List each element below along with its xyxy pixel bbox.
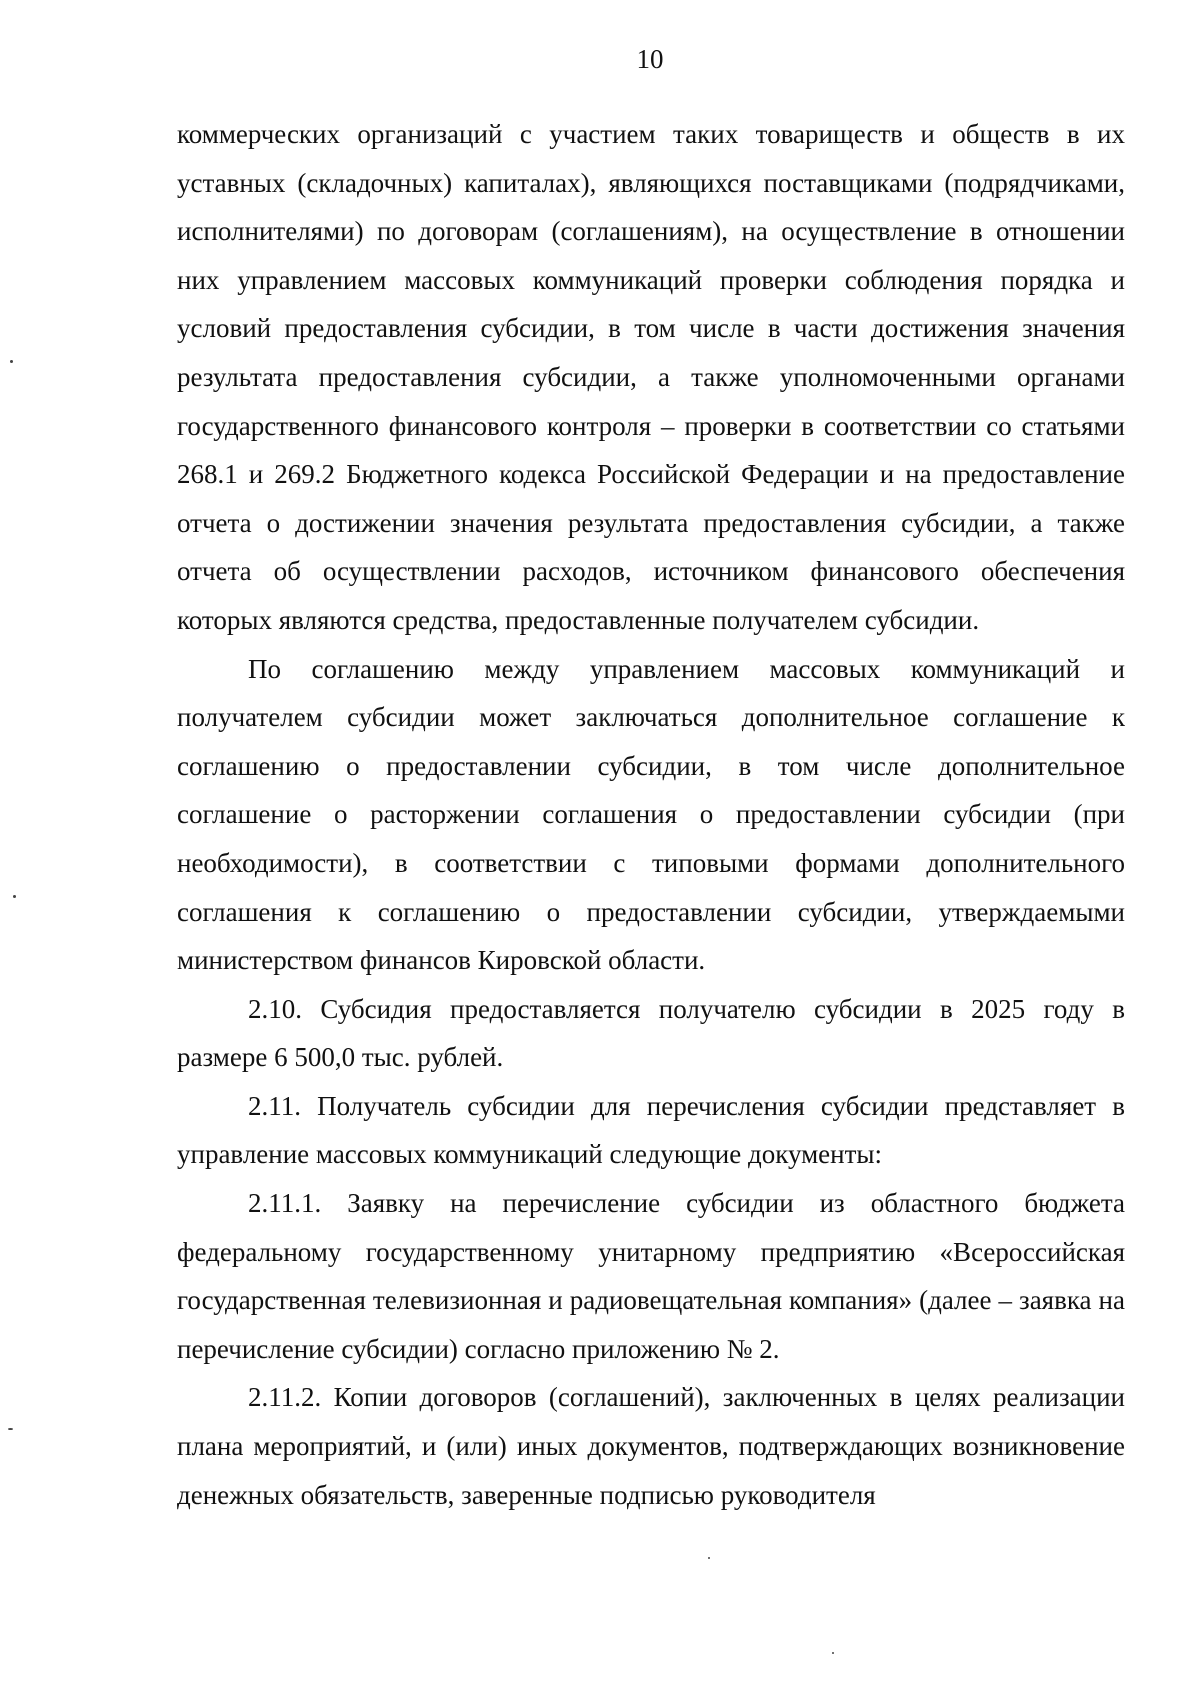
scan-speck xyxy=(832,1652,834,1654)
scan-speck xyxy=(13,895,16,898)
scan-speck xyxy=(708,1557,710,1559)
paragraph-clause-2-11: 2.11. Получатель субсидии для перечисления субсидии представляет в управление массовых коммуникаций следующие документы: xyxy=(177,1090,1125,1170)
paragraph-additional-agreement: По соглашению между управлением массовых коммуникаций и получателем субсидии может заключаться дополнительное соглашение к соглашению о предоставлении субсидии, в том числе дополнительное соглашение о расторжении соглашения о предоставлении субсидии (при необходимости), в соответствии с типовыми формами дополнительного соглашения к соглашению о предоставлении субсидии, утверждаемыми министерством финансов Кировской области. xyxy=(177,653,1125,976)
page-number: 10 xyxy=(636,44,664,74)
paragraph-clause-2-10: 2.10. Субсидия предоставляется получателю субсидии в 2025 году в размере 6 500,0 тыс. рублей. xyxy=(177,993,1125,1073)
document-body xyxy=(177,110,1125,1519)
paragraph-clause-2-11-2: 2.11.2. Копии договоров (соглашений), заключенных в целях реализации плана мероприятий, и (или) иных документов, подтверждающих возникновение денежных обязательств, заверенные подписью руководителя xyxy=(177,1382,1125,1510)
scan-speck xyxy=(8,1428,13,1430)
paragraph-continuation: коммерческих организаций с участием таких товариществ и обществ в их уставных (складочных) капиталах), являющихся поставщиками (подрядчиками, исполнителями) по договорам (соглашениям), на осуществление в отношении них управлением массовых коммуникаций проверки соблюдения порядка и условий предоставления субсидии, в том числе в части достижения значения результата предоставления субсидии, а также уполномоченными органами государственного финансового контроля – проверки в соответствии со статьями 268.1 и 269.2 Бюджетного кодекса Российской Федерации и на предоставление отчета о достижении значения результата предоставления субсидии, а также отчета об осуществлении расходов, источником финансового обеспечения которых являются средства, предоставленные получателем субсидии. xyxy=(177,119,1125,635)
scan-speck xyxy=(10,360,13,363)
paragraph-clause-2-11-1: 2.11.1. Заявку на перечисление субсидии из областного бюджета федеральному государственному унитарному предприятию «Всероссийская государственная телевизионная и радиовещательная компания» (далее – заявка на перечисление субсидии) согласно приложению № 2. xyxy=(177,1188,1125,1364)
